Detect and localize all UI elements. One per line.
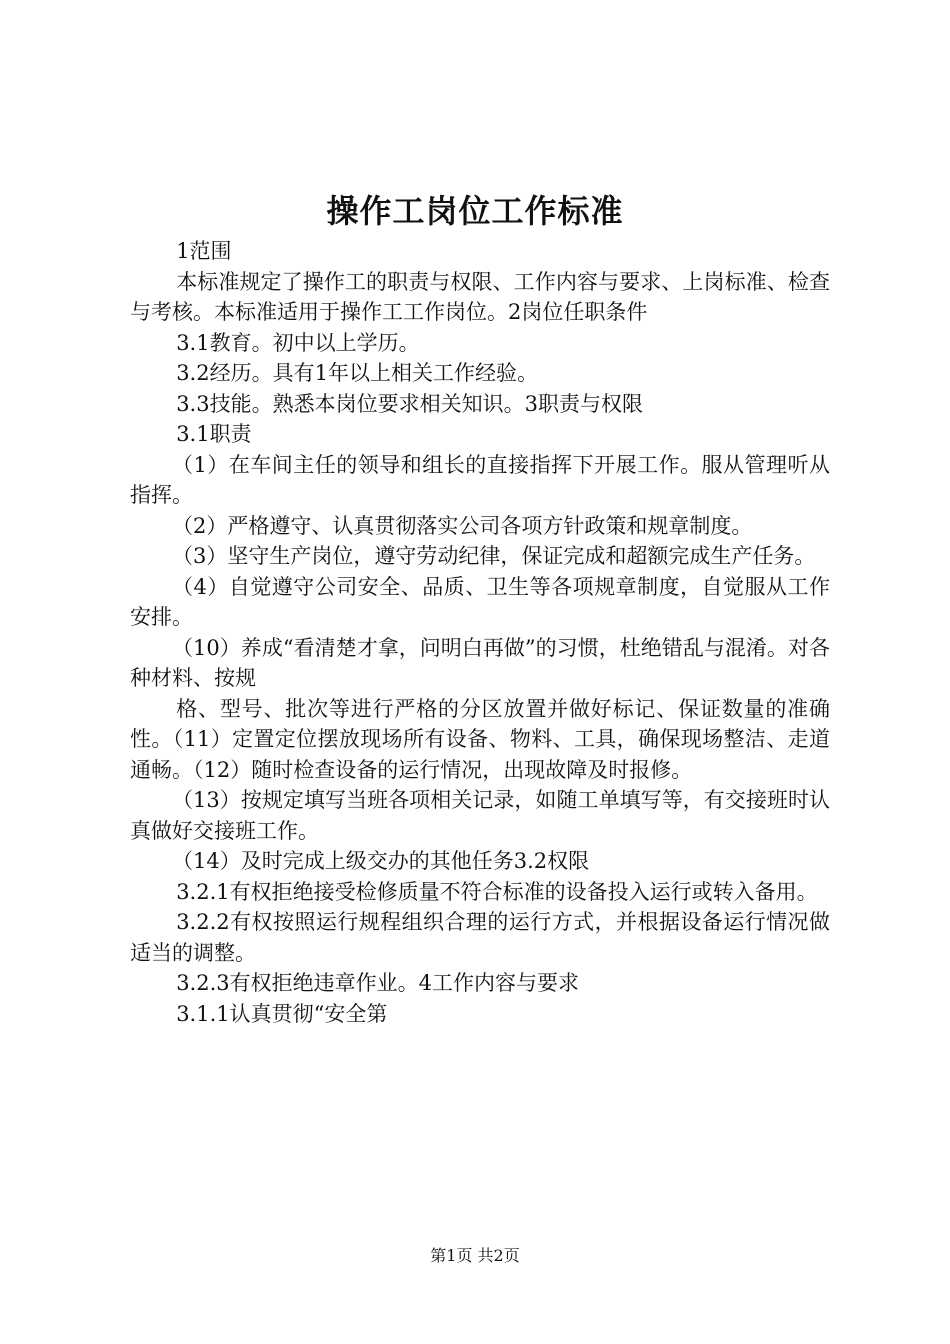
paragraph: （14）及时完成上级交办的其他任务3.2权限 <box>172 849 590 873</box>
paragraph: （13）按规定填写当班各项相关记录，如随工单填写等，有交接班时认真做好交接班工作。 <box>130 788 830 843</box>
paragraph: 3.1.1认真贯彻“安全第 <box>176 1001 388 1026</box>
paragraph: 3.1职责 <box>176 422 252 446</box>
paragraph: （10）养成“看清楚才拿，问明白再做”的习惯，杜绝错乱与混淆。对各种材料、按规 <box>130 635 830 690</box>
paragraph: 3.2.2有权按照运行规程组织合理的运行方式，并根据设备运行情况做适当的调整。 <box>130 910 830 965</box>
paragraph: 3.2.1有权拒绝接受检修质量不符合标准的设备投入运行或转入备用。 <box>176 879 818 904</box>
paragraph: 3.1教育。初中以上学历。 <box>176 330 420 355</box>
paragraph: （1）在车间主任的领导和组长的直接指挥下开展工作。服从管理听从指挥。 <box>130 452 830 507</box>
paragraph: 3.3技能。熟悉本岗位要求相关知识。3职责与权限 <box>176 391 643 416</box>
paragraph: 1范围 <box>176 239 232 263</box>
paragraph: 3.2经历。具有1年以上相关工作经验。 <box>176 361 538 385</box>
page-footer: 第1页 共2页 <box>430 1246 520 1265</box>
document-body <box>130 236 830 1029</box>
paragraph: （4）自觉遵守公司安全、品质、卫生等各项规章制度，自觉服从工作安排。 <box>130 574 830 629</box>
document-title: 操作工岗位工作标准 <box>326 192 624 230</box>
paragraph: 本标准规定了操作工的职责与权限、工作内容与要求、上岗标准、检查与考核。本标准适用于操作工工作岗位。2岗位任职条件 <box>130 269 830 324</box>
paragraph: 格、型号、批次等进行严格的分区放置并做好标记、保证数量的准确性。（11）定置定位摆放现场所有设备、物料、工具，确保现场整洁、走道通畅。（12）随时检查设备的运行情况，出现故障及时报修。 <box>130 696 830 782</box>
paragraph: （2）严格遵守、认真贯彻落实公司各项方针政策和规章制度。 <box>172 513 753 538</box>
paragraph: （3）坚守生产岗位，遵守劳动纪律，保证完成和超额完成生产任务。 <box>172 544 816 568</box>
paragraph: 3.2.3有权拒绝违章作业。4工作内容与要求 <box>176 971 579 995</box>
